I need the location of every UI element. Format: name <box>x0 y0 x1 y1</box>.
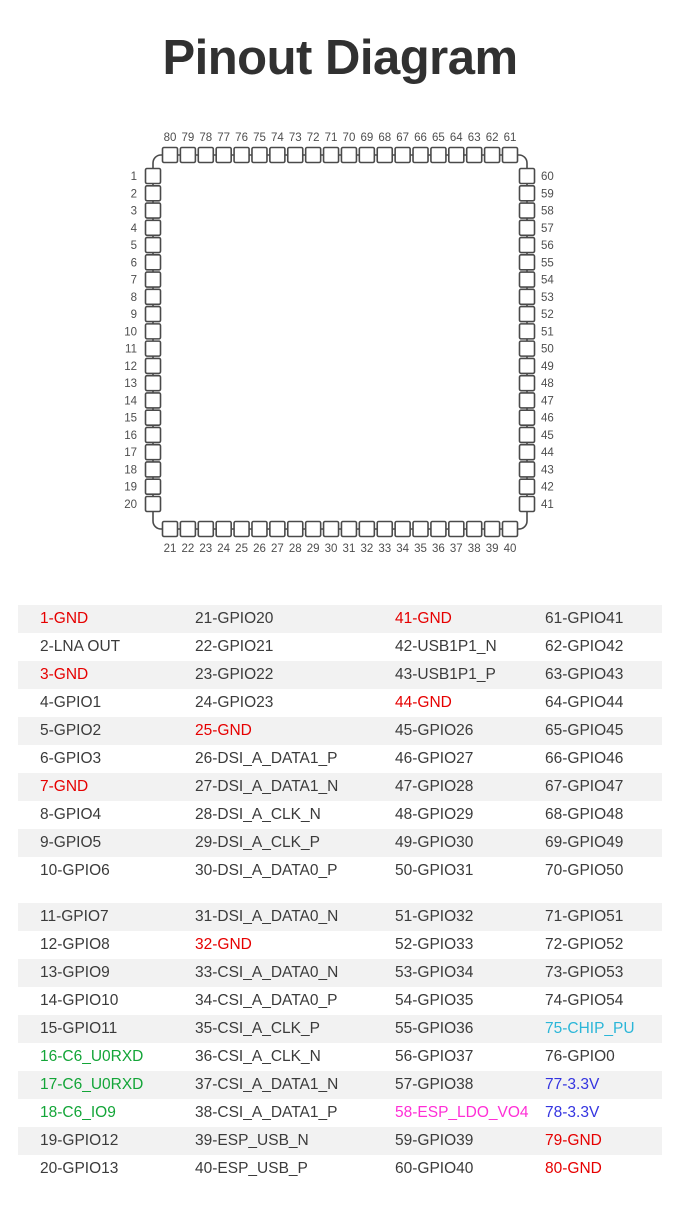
pin-label: 78-3.3V <box>545 1104 600 1121</box>
pin-number-label: 42 <box>541 481 554 494</box>
pin-number-label: 48 <box>541 378 554 391</box>
pin-square <box>216 148 231 163</box>
pin-square <box>520 410 535 425</box>
pin-table-row <box>18 773 662 801</box>
pin-label: 43-USB1P1_P <box>395 666 496 683</box>
pin-label: 42-USB1P1_N <box>395 638 497 655</box>
chip-diagram-container <box>0 100 680 580</box>
pin-square <box>520 497 535 512</box>
pin-label: 5-GPIO2 <box>40 722 102 739</box>
pin-label: 54-GPIO35 <box>395 992 474 1009</box>
pin-label: 19-GPIO12 <box>40 1132 119 1149</box>
pin-square <box>449 148 464 163</box>
pin-number-label: 72 <box>306 132 320 144</box>
pin-table-row <box>18 717 662 745</box>
pin-square <box>520 203 535 218</box>
pin-square <box>180 522 195 537</box>
pin-number-label: 36 <box>432 543 445 555</box>
pin-number-label: 47 <box>541 395 554 408</box>
pin-number-label: 70 <box>342 132 356 144</box>
pin-square <box>234 148 249 163</box>
pin-square <box>503 148 518 163</box>
pin-square <box>146 307 161 322</box>
pin-label: 56-GPIO37 <box>395 1048 474 1065</box>
pin-number-label: 26 <box>253 543 266 555</box>
pin-label: 7-GND <box>40 778 89 795</box>
pin-square <box>467 522 482 537</box>
pin-number-label: 39 <box>485 543 499 555</box>
pin-label: 50-GPIO31 <box>395 862 474 879</box>
pin-label: 48-GPIO29 <box>395 806 474 823</box>
pin-square <box>395 148 410 163</box>
pin-number-label: 14 <box>124 395 137 408</box>
pin-number-label: 35 <box>414 543 427 555</box>
pin-number-label: 30 <box>324 543 338 555</box>
pin-square <box>146 324 161 339</box>
pin-number-label: 75 <box>253 132 266 144</box>
pin-number-label: 69 <box>360 132 374 144</box>
pin-label: 9-GPIO5 <box>40 834 102 851</box>
pin-number-label: 59 <box>541 188 554 201</box>
pin-number-label: 24 <box>217 543 231 555</box>
pin-label: 39-ESP_USB_N <box>195 1132 309 1149</box>
pin-number-label: 7 <box>130 274 137 287</box>
pin-number-label: 49 <box>541 360 554 373</box>
pin-square <box>520 479 535 494</box>
pin-square <box>431 148 446 163</box>
pin-table-row <box>18 829 662 857</box>
pin-table-row <box>18 987 662 1015</box>
pin-square <box>146 393 161 408</box>
pin-label: 66-GPIO46 <box>545 750 624 767</box>
pin-square <box>146 203 161 218</box>
pin-label: 55-GPIO36 <box>395 1020 474 1037</box>
pin-label: 15-GPIO11 <box>40 1020 118 1037</box>
pin-square <box>288 522 303 537</box>
pin-label: 13-GPIO9 <box>40 964 110 981</box>
pin-label: 30-DSI_A_DATA0_P <box>195 862 338 879</box>
pin-square <box>520 462 535 477</box>
pin-label: 63-GPIO43 <box>545 666 624 683</box>
pin-square <box>520 376 535 391</box>
pin-square <box>520 358 535 373</box>
pin-label: 67-GPIO47 <box>545 778 624 795</box>
pin-number-label: 41 <box>541 499 554 511</box>
pin-number-label: 12 <box>124 360 137 373</box>
pin-label: 34-CSI_A_DATA0_P <box>195 992 338 1009</box>
pin-square <box>146 289 161 304</box>
pin-square <box>146 186 161 201</box>
pin-square <box>146 497 161 512</box>
pin-square <box>467 148 482 163</box>
pin-square <box>163 148 178 163</box>
pin-number-label: 62 <box>485 132 499 144</box>
pin-label: 31-DSI_A_DATA0_N <box>195 908 339 925</box>
pin-label: 80-GND <box>545 1160 602 1177</box>
pin-number-label: 54 <box>541 274 554 287</box>
pin-square <box>270 522 285 537</box>
pin-square <box>306 148 321 163</box>
pin-number-label: 33 <box>378 543 392 555</box>
pin-square <box>341 522 356 537</box>
pin-label: 51-GPIO32 <box>395 908 474 925</box>
pin-label: 53-GPIO34 <box>395 964 474 981</box>
pin-label: 74-GPIO54 <box>545 992 624 1009</box>
pin-number-label: 73 <box>288 132 302 144</box>
pin-number-label: 64 <box>449 132 463 144</box>
pin-number-label: 4 <box>130 222 137 235</box>
pin-label: 65-GPIO45 <box>545 722 624 739</box>
pin-number-label: 76 <box>235 132 248 144</box>
pin-number-label: 80 <box>163 132 177 144</box>
pin-square <box>146 341 161 356</box>
pin-label: 16-C6_U0RXD <box>40 1048 144 1065</box>
pin-square <box>520 289 535 304</box>
pin-square <box>146 169 161 184</box>
pin-number-label: 29 <box>306 543 320 555</box>
pin-label: 44-GND <box>395 694 452 711</box>
pin-number-label: 55 <box>541 257 554 270</box>
pin-number-label: 38 <box>467 543 481 555</box>
pin-square <box>520 169 535 184</box>
pin-square <box>252 522 267 537</box>
pin-number-label: 11 <box>125 343 137 356</box>
pin-label: 32-GND <box>195 936 252 953</box>
pin-square <box>198 148 213 163</box>
pin-table-row <box>18 857 662 885</box>
pin-square <box>359 148 374 163</box>
page-title: Pinout Diagram <box>162 31 518 85</box>
pin-number-label: 32 <box>360 543 374 555</box>
pin-number-label: 15 <box>124 412 137 425</box>
pin-square <box>359 522 374 537</box>
pin-square <box>198 522 213 537</box>
pin-number-label: 8 <box>130 291 137 304</box>
pin-label: 11-GPIO7 <box>40 908 109 925</box>
pin-label: 8-GPIO4 <box>40 806 102 823</box>
pin-square <box>341 148 356 163</box>
pin-label: 6-GPIO3 <box>40 750 102 767</box>
pin-number-label: 51 <box>541 326 554 339</box>
pin-square <box>520 445 535 460</box>
pin-label: 33-CSI_A_DATA0_N <box>195 964 339 981</box>
pin-number-label: 46 <box>541 412 554 425</box>
pin-square <box>395 522 410 537</box>
pin-label: 60-GPIO40 <box>395 1160 474 1177</box>
pin-table-row <box>18 633 662 661</box>
pin-square <box>520 220 535 235</box>
pin-label: 61-GPIO41 <box>545 610 624 627</box>
pin-number-label: 28 <box>288 543 302 555</box>
pin-label: 69-GPIO49 <box>545 834 624 851</box>
pin-square <box>216 522 231 537</box>
pin-number-label: 9 <box>130 309 137 322</box>
pin-label: 77-3.3V <box>545 1076 600 1093</box>
pin-square <box>146 238 161 253</box>
pin-number-label: 71 <box>324 132 338 144</box>
pin-square <box>413 148 428 163</box>
pin-label: 59-GPIO39 <box>395 1132 474 1149</box>
pin-square <box>324 148 339 163</box>
pin-number-label: 37 <box>449 543 463 555</box>
pin-label: 75-CHIP_PU <box>545 1020 635 1037</box>
pin-square <box>146 410 161 425</box>
pin-square <box>485 522 500 537</box>
chip-body-outline <box>153 155 527 529</box>
pin-number-label: 68 <box>378 132 392 144</box>
pin-square <box>431 522 446 537</box>
pin-label: 22-GPIO21 <box>195 638 274 655</box>
pin-table-row <box>18 1099 662 1127</box>
pin-number-label: 3 <box>130 205 137 218</box>
pin-number-label: 22 <box>181 543 195 555</box>
pin-number-label: 63 <box>467 132 481 144</box>
pin-number-label: 74 <box>270 132 284 144</box>
pin-square <box>520 324 535 339</box>
pin-label: 57-GPIO38 <box>395 1076 474 1093</box>
pin-number-label: 78 <box>199 132 213 144</box>
pin-number-label: 5 <box>130 240 137 253</box>
pin-number-label: 18 <box>124 464 137 477</box>
pin-number-label: 19 <box>124 481 137 494</box>
pin-number-label: 79 <box>181 132 195 144</box>
pin-square <box>288 148 303 163</box>
pin-label: 47-GPIO28 <box>395 778 474 795</box>
pin-table <box>18 605 662 1183</box>
pin-number-label: 13 <box>124 378 137 391</box>
pin-square <box>163 522 178 537</box>
pin-label: 4-GPIO1 <box>40 694 102 711</box>
pin-number-label: 57 <box>541 222 554 235</box>
pin-number-label: 43 <box>541 464 554 477</box>
pin-table-row <box>18 801 662 829</box>
pin-label: 20-GPIO13 <box>40 1160 119 1177</box>
pin-square <box>146 445 161 460</box>
pin-number-label: 25 <box>235 543 248 555</box>
pin-table-row <box>18 1015 662 1043</box>
pin-number-label: 27 <box>270 543 284 555</box>
pin-square <box>146 220 161 235</box>
pin-square <box>520 255 535 270</box>
pin-square <box>146 479 161 494</box>
pin-square <box>413 522 428 537</box>
pin-label: 73-GPIO53 <box>545 964 624 981</box>
pin-label: 10-GPIO6 <box>40 862 110 879</box>
pin-square <box>252 148 267 163</box>
pin-label: 18-C6_IO9 <box>40 1104 116 1121</box>
pin-label: 35-CSI_A_CLK_P <box>195 1020 320 1037</box>
pin-label: 28-DSI_A_CLK_N <box>195 806 321 823</box>
pin-square <box>306 522 321 537</box>
pin-square <box>503 522 518 537</box>
pin-square <box>146 255 161 270</box>
pin-label: 25-GND <box>195 722 252 739</box>
pin-label: 40-ESP_USB_P <box>195 1160 308 1177</box>
pin-label: 62-GPIO42 <box>545 638 624 655</box>
pin-label: 76-GPIO0 <box>545 1048 615 1065</box>
pin-table-row <box>18 1071 662 1099</box>
pin-square <box>270 148 285 163</box>
pin-table-row <box>18 903 662 931</box>
pin-number-label: 6 <box>130 257 137 270</box>
pin-label: 79-GND <box>545 1132 602 1149</box>
pin-table-row <box>18 689 662 717</box>
pin-number-label: 2 <box>130 188 137 201</box>
pin-label: 58-ESP_LDO_VO4 <box>395 1104 529 1121</box>
pin-label: 24-GPIO23 <box>195 694 274 711</box>
pin-number-label: 60 <box>541 171 554 183</box>
pin-number-label: 40 <box>503 543 517 555</box>
pin-square <box>146 272 161 287</box>
pin-number-label: 61 <box>503 132 517 144</box>
pin-label: 27-DSI_A_DATA1_N <box>195 778 339 795</box>
pin-label: 36-CSI_A_CLK_N <box>195 1048 321 1065</box>
pin-label: 38-CSI_A_DATA1_P <box>195 1104 338 1121</box>
pin-square <box>520 238 535 253</box>
pin-number-label: 16 <box>124 429 137 442</box>
pin-number-label: 1 <box>130 171 137 183</box>
pin-number-label: 58 <box>541 205 554 218</box>
pin-square <box>377 522 392 537</box>
pin-table-row <box>18 1043 662 1071</box>
pin-table-row <box>18 931 662 959</box>
pin-square <box>146 358 161 373</box>
pin-label: 29-DSI_A_CLK_P <box>195 834 320 851</box>
pin-label: 68-GPIO48 <box>545 806 624 823</box>
pin-label: 21-GPIO20 <box>195 610 274 627</box>
pin-number-label: 52 <box>541 309 554 322</box>
pin-number-label: 53 <box>541 291 554 304</box>
pin-number-label: 21 <box>163 543 177 555</box>
pin-label: 3-GND <box>40 666 89 683</box>
pin-square <box>234 522 249 537</box>
pin-label: 37-CSI_A_DATA1_N <box>195 1076 339 1093</box>
pin-label: 2-LNA OUT <box>40 638 121 655</box>
pin-square <box>520 186 535 201</box>
pin-square <box>324 522 339 537</box>
pin-number-label: 10 <box>124 326 137 339</box>
pin-label: 71-GPIO51 <box>545 908 624 925</box>
chip-diagram <box>0 100 680 580</box>
pin-number-label: 34 <box>396 543 410 555</box>
pin-number-label: 67 <box>396 132 410 144</box>
pin-label: 64-GPIO44 <box>545 694 624 711</box>
pin-label: 46-GPIO27 <box>395 750 474 767</box>
pin-square <box>146 462 161 477</box>
pin-square <box>520 341 535 356</box>
pin-number-label: 31 <box>342 543 356 555</box>
pin-number-label: 65 <box>432 132 445 144</box>
pin-number-label: 23 <box>199 543 213 555</box>
pin-label: 23-GPIO22 <box>195 666 274 683</box>
pin-table-row <box>18 605 662 633</box>
pin-number-label: 66 <box>414 132 427 144</box>
pin-label: 41-GND <box>395 610 452 627</box>
pin-label: 12-GPIO8 <box>40 936 110 953</box>
pin-label: 49-GPIO30 <box>395 834 474 851</box>
pin-label: 72-GPIO52 <box>545 936 624 953</box>
pin-square <box>520 307 535 322</box>
pin-number-label: 50 <box>541 343 554 356</box>
pin-number-label: 20 <box>124 499 137 511</box>
pin-table-row <box>18 1127 662 1155</box>
pin-square <box>449 522 464 537</box>
pin-label: 45-GPIO26 <box>395 722 474 739</box>
pin-square <box>520 272 535 287</box>
pin-label: 1-GND <box>40 610 89 627</box>
pin-label: 14-GPIO10 <box>40 992 119 1009</box>
pin-number-label: 44 <box>541 447 554 460</box>
pin-square <box>146 427 161 442</box>
pin-square <box>520 427 535 442</box>
pin-label: 17-C6_U0RXD <box>40 1076 144 1093</box>
pin-number-label: 45 <box>541 429 554 442</box>
pin-square <box>377 148 392 163</box>
pin-square <box>146 376 161 391</box>
pin-number-label: 56 <box>541 240 554 253</box>
pin-label: 70-GPIO50 <box>545 862 624 879</box>
pin-number-label: 17 <box>124 447 137 460</box>
pin-square <box>485 148 500 163</box>
pin-table-row <box>18 1155 662 1183</box>
pin-number-label: 77 <box>217 132 231 144</box>
pin-label: 52-GPIO33 <box>395 936 474 953</box>
pin-label: 26-DSI_A_DATA1_P <box>195 750 338 767</box>
pin-table-row <box>18 959 662 987</box>
pin-table-row <box>18 745 662 773</box>
pin-square <box>520 393 535 408</box>
pin-table-row <box>18 661 662 689</box>
pin-square <box>180 148 195 163</box>
